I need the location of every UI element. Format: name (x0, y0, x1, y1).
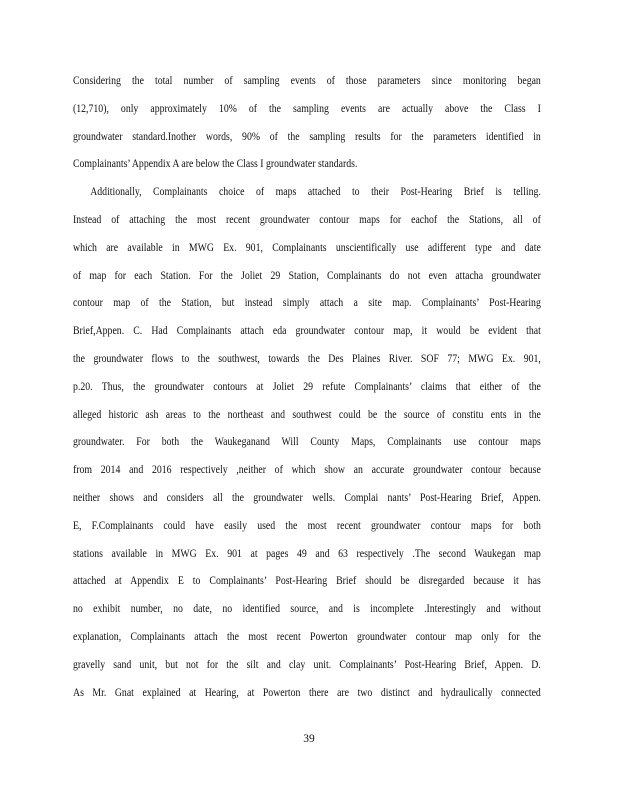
text-line: (12,710), only approximately 10% of the sampling events are actually above the Class I (73, 102, 541, 115)
text-line: neither shows and considers all the groundwater wells. Complai nants’ Post-Hearing Brief, Appen. (73, 491, 541, 504)
page-number: 39 (303, 733, 315, 745)
text-line: no exhibit number, no date, no identified source, and is incomplete .Interestingly and without (73, 603, 541, 616)
text-line: Considering the total number of sampling events of those parameters since monitoring began (73, 75, 541, 87)
text-line: gravelly sand unit, but not for the silt and clay unit. Complainants’ Post-Hearing Brief, Appen. D. (73, 658, 541, 671)
text-line: explanation, Complainants attach the most recent Powerton groundwater contour map only for the (73, 630, 541, 643)
text-line: Complainants’ Appendix A are below the Class I groundwater standards. (73, 158, 358, 171)
text-line: Brief,Appen. C. Had Complainants attach eda groundwater contour map, it would be evident that (73, 325, 541, 338)
body-text (73, 68, 541, 707)
text-line: E, F.Complainants could have easily used the most recent groundwater contour maps for both (73, 519, 541, 532)
text-line: As Mr. Gnat explained at Hearing, at Powerton there are two distinct and hydraulically connected (73, 686, 541, 699)
text-line: of map for each Station. For the Joliet 29 Station, Complainants do not even attacha groundwater (73, 269, 541, 282)
text-line: the groundwater flows to the southwest, towards the Des Plaines River. SOF 77; MWG Ex. 901, (73, 352, 541, 365)
text-line: groundwater standard.Inother words, 90% of the sampling results for the parameters identified in (73, 130, 541, 143)
text-line: which are available in MWG Ex. 901, Complainants unscientifically use adifferent type and date (73, 241, 541, 254)
paragraph-start-line: Additionally, Complainants choice of maps attached to their Post-Hearing Brief is telling. (90, 186, 541, 199)
text-line: Instead of attaching the most recent groundwater contour maps for eachof the Stations, all of (73, 213, 541, 226)
text-line: attached at Appendix E to Complainants’ Post-Hearing Brief should be disregarded because it has (73, 575, 541, 588)
text-line: p.20. Thus, the groundwater contours at Joliet 29 refute Complainants’ claims that either of the (73, 380, 541, 393)
text-line: stations available in MWG Ex. 901 at pages 49 and 63 respectively .The second Waukegan map (73, 547, 541, 560)
text-line: alleged historic ash areas to the northeast and southwest could be the source of constitu ents in the (73, 408, 541, 421)
text-line: from 2014 and 2016 respectively ,neither of which show an accurate groundwater contour because (73, 464, 541, 477)
text-line: groundwater. For both the Waukeganand Will County Maps, Complainants use contour maps (73, 436, 541, 449)
text-line: contour map of the Station, but instead simply attach a site map. Complainants’ Post-Hearing (73, 297, 541, 310)
